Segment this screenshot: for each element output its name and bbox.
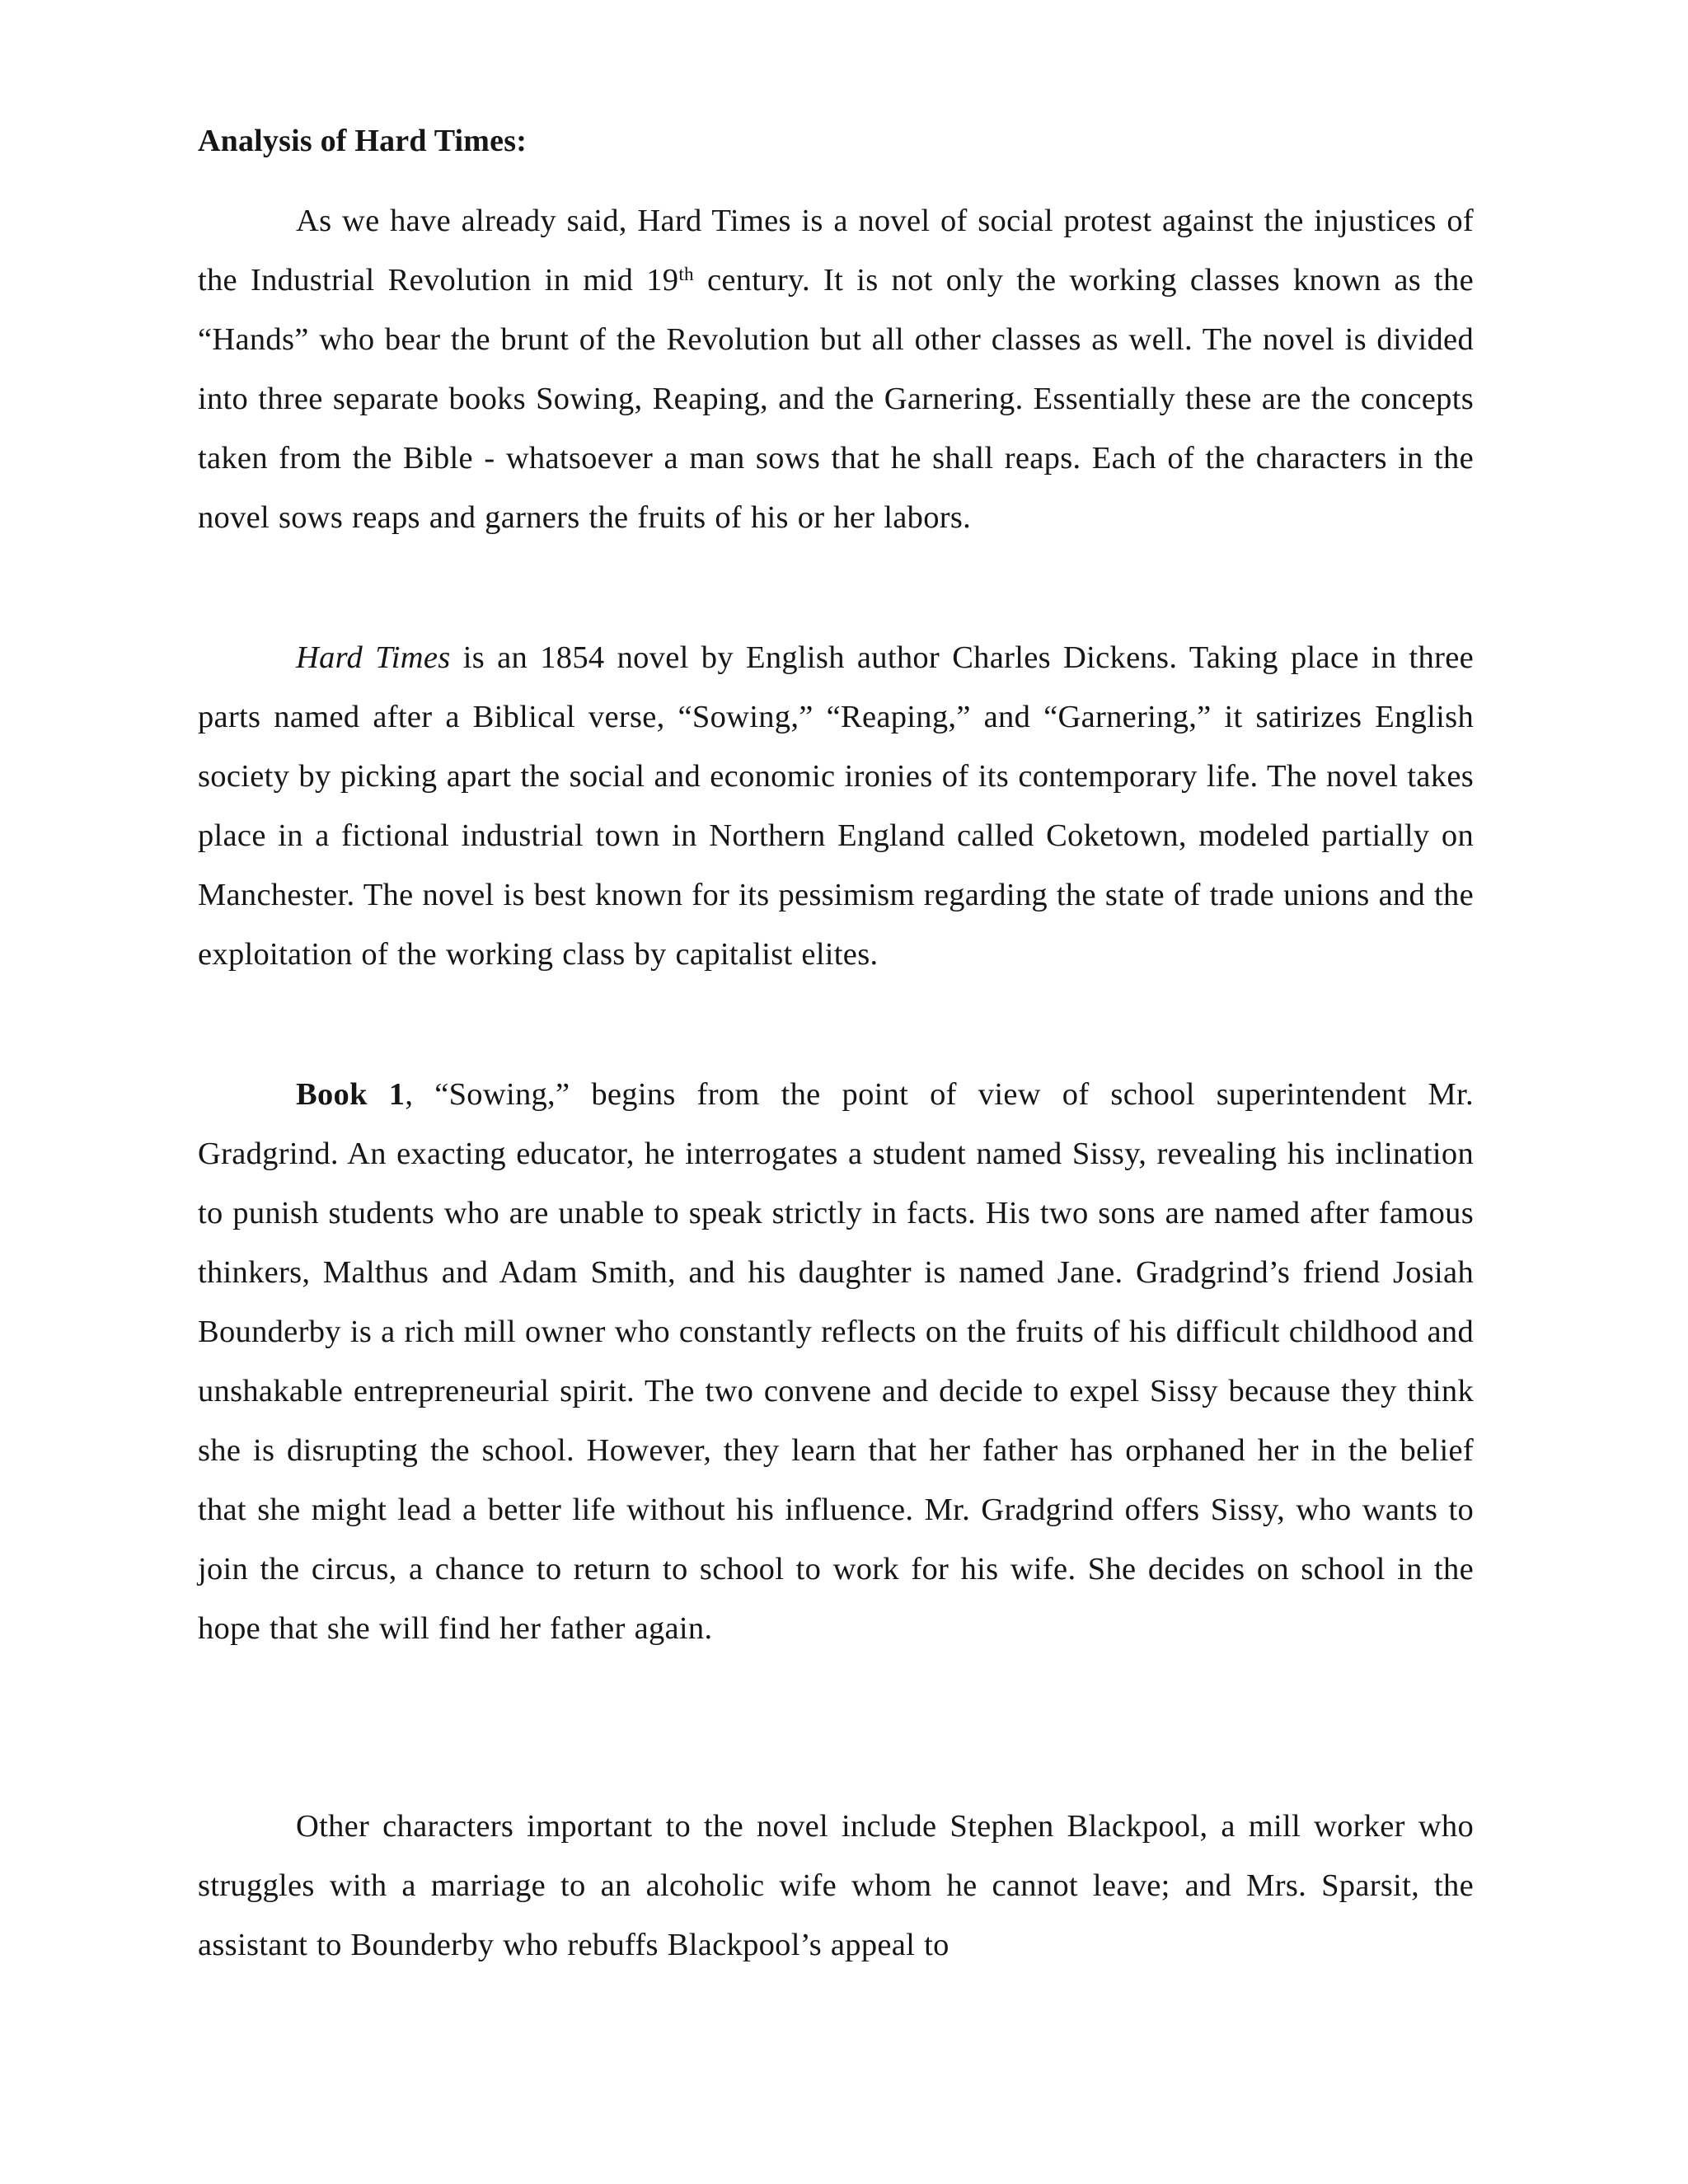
paragraph-text: is an 1854 novel by English author Charles Dickens. Taking place in three parts named after a Biblical verse, “Sowing,” “Reaping,” and “Garnering,” it satirizes English society by picking apart the social and economic ironies of its contemporary life. The novel takes place in a fictional industrial town in Northern England called Coketown, modeled partially on Manchester. The novel is best known for its pessimism regarding the state of trade unions and the exploitation of the working class by capitalist elites.	[198, 640, 1474, 972]
ordinal-superscript: th	[678, 263, 694, 284]
book-title-italic: Hard Times	[296, 640, 451, 675]
paragraph-characters	[198, 1797, 1474, 1975]
paragraph-text: , “Sowing,” begins from the point of view of school superintendent Mr. Gradgrind. An exacting educator, he interrogates a student named Sissy, revealing his inclination to punish students who are unable to speak strictly in facts. His two sons are named after famous thinkers, Malthus and Adam Smith, and his daughter is named Jane. Gradgrind’s friend Josiah Bounderby is a rich mill owner who constantly reflects on the fruits of his difficult childhood and unshakable entrepreneurial spirit. The two convene and decide to expel Sissy because they think she is disrupting the school. However, they learn that her father has orphaned her in the belief that she might lead a better life without his influence. Mr. Gradgrind offers Sissy, who wants to join the circus, a chance to return to school to work for his wife. She decides on school in the hope that she will find her father again.	[198, 1077, 1474, 1646]
paragraph-text: Other characters important to the novel include Stephen Blackpool, a mill worker who struggles with a marriage to an alcoholic wife whom he cannot leave; and Mrs. Sparsit, the assistant to Bounderby who rebuffs Blackpool’s appeal to	[198, 1809, 1474, 1962]
paragraph-intro	[198, 191, 1474, 547]
paragraph-text: As we have already said, Hard Times is a novel of social protest against the injustices of the Industrial Revolution in mid 19	[198, 204, 1474, 298]
document-page	[198, 0, 1474, 2184]
paragraph-text: century. It is not only the working classes known as the “Hands” who bear the brunt of the Revolution but all other classes as well. The novel is divided into three separate books Sowing, Reaping, and the Garnering. Essentially these are the concepts taken from the Bible - whatsoever a man sows that he shall reaps. Each of the characters in the novel sows reaps and garners the fruits of his or her labors.	[198, 263, 1474, 535]
paragraph-book-1	[198, 1065, 1474, 1658]
page-heading: Analysis of Hard Times:	[198, 124, 528, 158]
paragraph-overview	[198, 628, 1474, 984]
book-label-bold: Book 1	[296, 1077, 406, 1112]
